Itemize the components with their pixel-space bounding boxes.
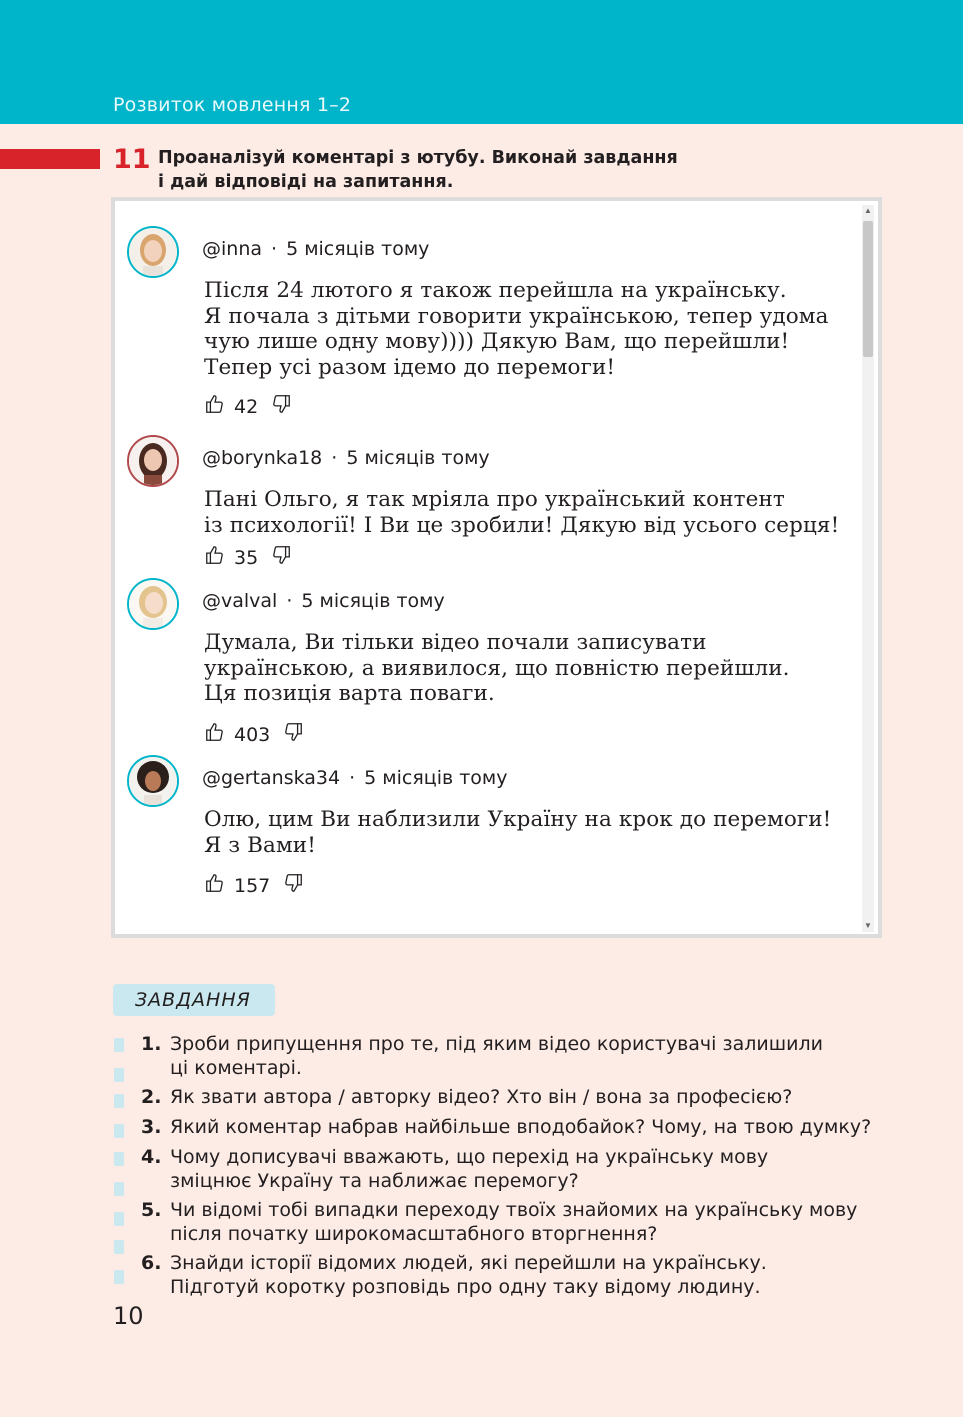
thumbs-up-icon[interactable]: [204, 721, 226, 748]
comment-text: Олю, цим Ви наблизили Україну на крок до перемоги! Я з Вами!: [204, 807, 832, 858]
comments-scrollbar[interactable]: [862, 205, 874, 932]
bullet-marker: [114, 1182, 124, 1196]
bullet-marker: [114, 1240, 124, 1254]
bullet-marker: [114, 1152, 124, 1166]
bullet-marker: [114, 1068, 124, 1082]
task-instruction-line-2: і дай відповіді на запитання.: [158, 172, 454, 192]
avatar[interactable]: [127, 578, 179, 630]
comment-username[interactable]: @borynka18: [202, 447, 323, 469]
question-text: Знайди історії відомих людей, які перейшли на українську. Підготуй коротку розповідь про одну таку відому людину.: [170, 1252, 767, 1298]
question-text: Зроби припущення про те, під яким відео користувачі залишили ці коментарі.: [170, 1033, 823, 1079]
task-marker-bar: [0, 149, 100, 169]
question-text: Як звати автора / авторку відео? Хто він / вона за професією?: [170, 1086, 793, 1108]
thumbs-up-icon[interactable]: [204, 544, 226, 571]
comment-meta: @gertanska34 · 5 місяців тому: [202, 767, 508, 789]
question-number: 5.: [141, 1199, 162, 1221]
comment-reactions: [204, 721, 304, 748]
comment-reactions: [204, 393, 292, 420]
comment-username[interactable]: @valval: [202, 590, 278, 612]
comment-text: Після 24 лютого я також перейшла на українську. Я почала з дітьми говорити українською, тепер удома чую лише одну мову)))) Дякую Вам, що перейшли! Тепер усі разом ідемо до перемоги!: [204, 278, 829, 380]
task-instruction-line-1: Проаналізуй коментарі з ютубу. Виконай завдання: [158, 148, 678, 168]
comment-reactions: [204, 544, 292, 571]
thumbs-down-icon[interactable]: [282, 872, 304, 899]
comment-time: 5 місяців тому: [301, 590, 445, 612]
task-number: 11: [113, 144, 151, 175]
page-number: 10: [113, 1302, 144, 1330]
comment-meta: @valval · 5 місяців тому: [202, 590, 445, 612]
avatar[interactable]: [127, 226, 179, 278]
thumbs-up-icon[interactable]: [204, 872, 226, 899]
bullet-marker: [114, 1212, 124, 1226]
thumbs-down-icon[interactable]: [270, 544, 292, 571]
comment-meta: @borynka18 · 5 місяців тому: [202, 447, 490, 469]
task-instruction: [158, 146, 718, 194]
question-number: 1.: [141, 1033, 162, 1055]
like-count: 35: [234, 546, 259, 569]
scrollbar-thumb[interactable]: [863, 221, 873, 357]
avatar[interactable]: [127, 435, 179, 487]
comment-time: 5 місяців тому: [286, 238, 430, 260]
comment-text: Думала, Ви тільки відео почали записувати українською, а виявилося, що повністю перейшли. Ця позиція варта поваги.: [204, 630, 790, 706]
comment-meta: @inna · 5 місяців тому: [202, 238, 430, 260]
comment-time: 5 місяців тому: [364, 767, 508, 789]
question-number: 2.: [141, 1086, 162, 1108]
tasks-label-text: ЗАВДАННЯ: [135, 989, 251, 1011]
question-text: Чи відомі тобі випадки переходу твоїх знайомих на українську мову після початку широкомасштабного вторгнення?: [170, 1199, 858, 1245]
like-count: 403: [234, 723, 271, 746]
like-count: 157: [234, 874, 271, 897]
comment-reactions: [204, 872, 304, 899]
question-text: Чому дописувачі вважають, що перехід на українську мову зміцнює Україну та наближає перемогу?: [170, 1146, 769, 1192]
bullet-marker: [114, 1270, 124, 1284]
question-text: Який коментар набрав найбільше вподобайок? Чому, на твою думку?: [170, 1116, 872, 1138]
comment-username[interactable]: @inna: [202, 238, 263, 260]
scroll-down-arrow-icon[interactable]: ▼: [864, 921, 872, 930]
question-number: 3.: [141, 1116, 162, 1138]
comment-username[interactable]: @gertanska34: [202, 767, 341, 789]
thumbs-up-icon[interactable]: [204, 393, 226, 420]
thumbs-down-icon[interactable]: [282, 721, 304, 748]
comments-panel[interactable]: [111, 197, 882, 938]
avatar[interactable]: [127, 755, 179, 807]
bullet-marker: [114, 1124, 124, 1138]
bullet-marker: [114, 1038, 124, 1052]
question-number: 4.: [141, 1146, 162, 1168]
bullet-marker: [114, 1094, 124, 1108]
page-header: [0, 0, 963, 124]
like-count: 42: [234, 395, 259, 418]
comment-text: Пані Ольго, я так мріяла про український контент із психології! І Ви це зробили! Дякую від усього серця!: [204, 487, 840, 538]
scroll-up-arrow-icon[interactable]: ▲: [864, 206, 872, 215]
section-title: Розвиток мовлення 1–2: [113, 94, 352, 116]
question-number: 6.: [141, 1252, 162, 1274]
comment-time: 5 місяців тому: [346, 447, 490, 469]
thumbs-down-icon[interactable]: [270, 393, 292, 420]
tasks-label: [113, 984, 275, 1016]
